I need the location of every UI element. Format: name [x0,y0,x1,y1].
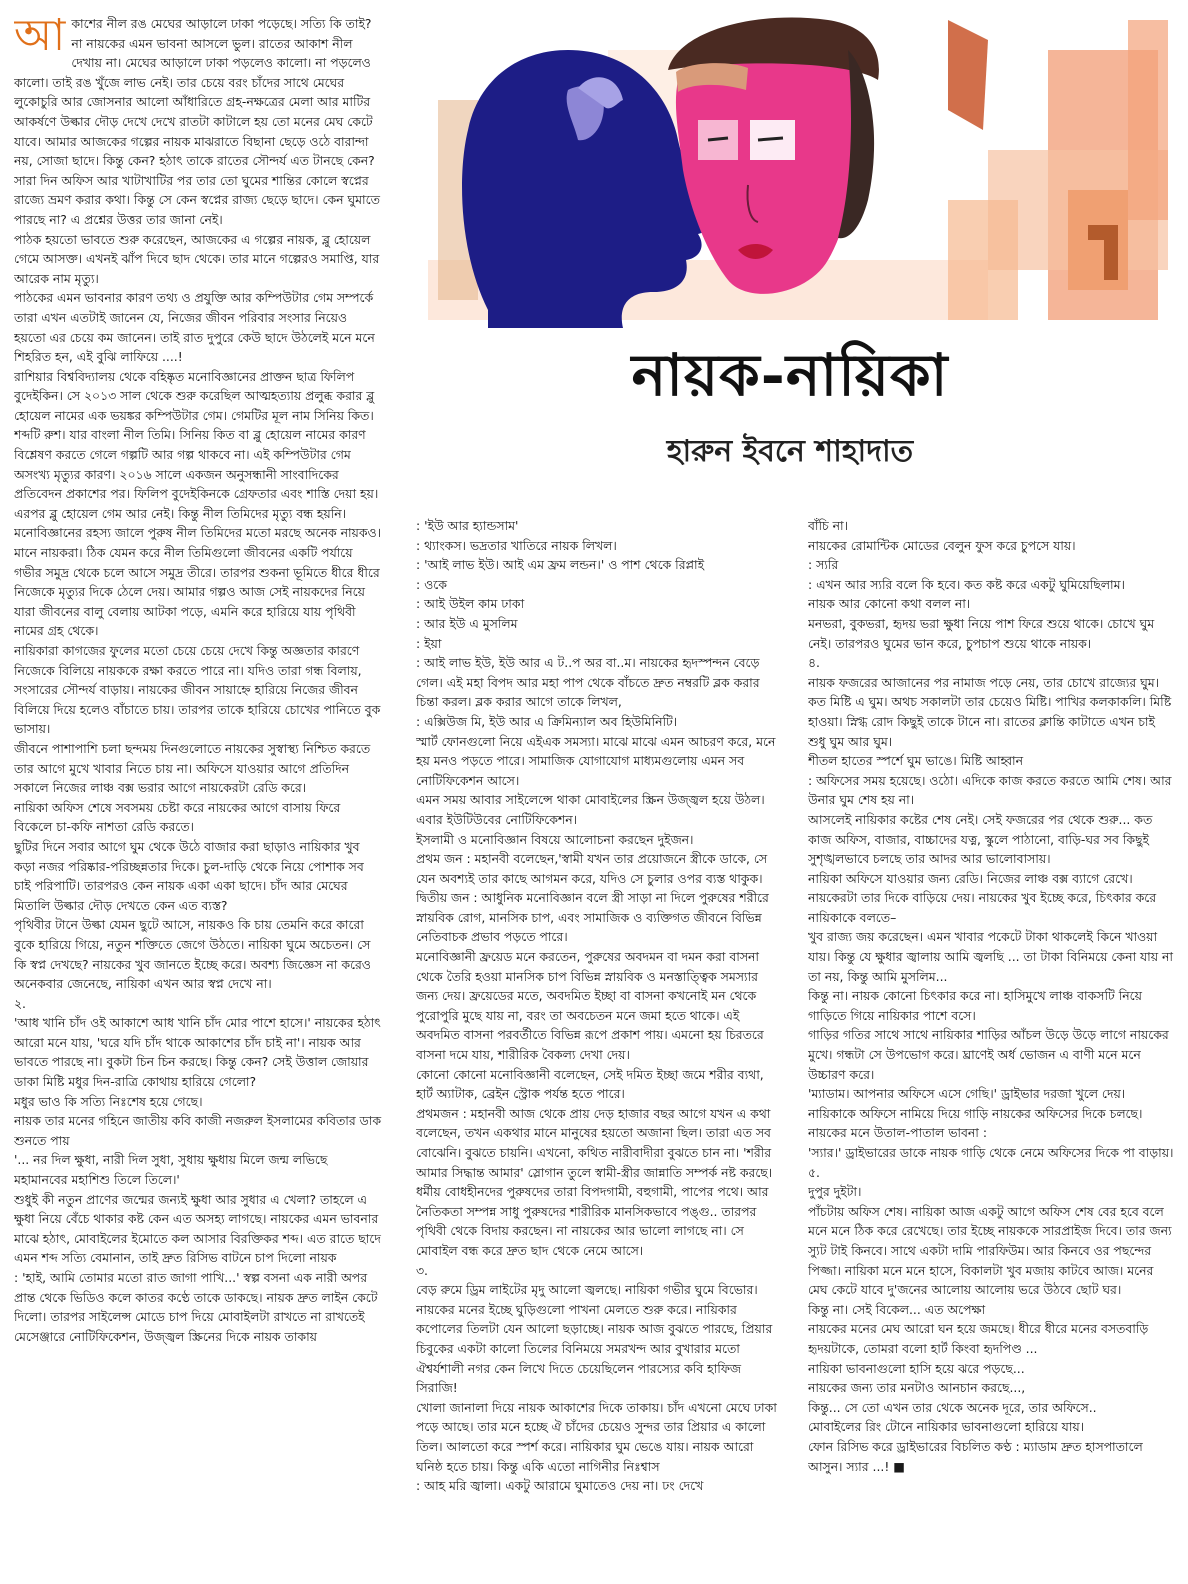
dialogue-line: : অফিসের সময় হয়েছে। ওঠো। এদিকে কাজ করতে করতে আমি শেষ। আর উনার ঘুম শেষ হয় না। [808,772,1172,808]
paragraph: কিন্তু না। সেই বিকেল... এত অপেক্ষা [808,1301,986,1317]
paragraph: রাশিয়ার বিশ্ববিদ্যালয় থেকে বহিষ্কৃত মনোবিজ্ঞানের প্রাক্তন ছাত্র ফিলিপ বুদেইকিন। সে ২০১৩ সাল থেকে শুরু করেছিল আত্মহত্যায় প্রলুব্ধ করার ব্লু হোয়েল নামের এক ভয়ঙ্কর কম্পিউটার গেম। গেমটির মূল নাম সিনিয় কিত। শব্দটি রুশ। যার বাংলা নীল তিমি। সিনিয় কিত বা ব্লু হোয়েল নামের কারণ বিশ্লেষণ করতে গেলে গল্পটি আর গল্প থাকবে না। এই কম্পিউটার গেম অসংখ্য মৃত্যুর কারণ। ২০১৬ সালে একজন অনুসন্ধানী সাংবাদিকের প্রতিবেদন প্রকাশের পর। ফিলিপ বুদেইকিনকে গ্রেফতার এবং শাস্তি দেয়া হয়। এরপর ব্লু হোয়েল গেম আর নেই। কিন্তু নীল তিমিদের মৃত্যু বন্ধ হয়নি। [14,368,379,521]
paragraph: শীতল হাতের স্পর্শে ঘুম ভাঙে। মিষ্টি আহ্বান [808,753,1024,769]
paragraph: 'ম্যাডাম। আপনার অফিসে এসে গেছি।' ড্রাইভার দরজা খুলে দেয়। [808,1086,1126,1102]
dialogue-line: : স্যরি [808,557,839,573]
woman-face [668,17,879,293]
paragraph: খুব রাজ্য জয় করেছেন। এমন খাবার পকেটে টাকা থাকলেই কিনে খাওয়া যায়। কিন্তু যে ক্ষুধার জ্বালায় আমি জ্বলছি ... তা টাকা বিনিময়ে কেনা যায় না তা নয়, কিন্তু আমি মুসলিম... [808,929,1173,984]
dialogue-line: : 'ইউ আর হ্যান্ডসাম' [416,518,519,533]
paragraph: দুপুর দুইটা। [808,1184,862,1200]
dialogue-line: : ওকে [416,576,447,592]
article-title: নায়ক-নায়িকা [631,341,949,409]
paragraph: নায়ক আর কোনো কথা বলল না। [808,596,971,612]
dialogue-line: : ইয়া [416,635,442,651]
paragraph: প্রথম জন : মহানবী বলেছেন,'স্বামী যখন তার প্রয়োজনে স্ত্রীকে ডাকে, সে যেন অবশ্যই তার কাছে আগমন করে, যদিও সে চুলার ওপর ব্যস্ত থাকুক। [416,851,768,886]
dialogue-line: : আহ মরি জ্বালা। একটু আরামে ঘুমাতেও দেয় না। ঢং দেখে [416,1478,704,1494]
drop-cap: আ [14,14,66,61]
paragraph: পাঠকের এমন ভাবনার কারণ তথ্য ও প্রযুক্তি আর কম্পিউটার গেম সম্পর্কে তারা এখন এতটাই জানেন যে, নিজের জীবন পরিবার সংসার নিয়েও হয়তো এর চেয়ে কম জানেন। তাই রাত দুপুরে কেউ ছাদে উঠলেই মনে মনে শিহরিত হন, এই বুঝি লাফিয়ে ....! [14,290,375,365]
paragraph: গাড়ির গতির সাথে সাথে নায়িকার শাড়ির আঁচল উড়ে উড়ে লাগে নায়কের মুখে। গন্ধটা সে উপভোগ করে। ঘ্রাণেই অর্ধ ভোজন এ বাণী মনে মনে উচ্চারণ করে। [808,1027,1169,1082]
paragraph: ইসলামী ও মনোবিজ্ঞান বিষয়ে আলোচনা করছেন দুইজন। [416,831,694,847]
story-illustration [428,10,1178,330]
paragraph: নায়কের রোমান্টিক মোডের বেলুন ফুস করে চুপসে যায়। [808,537,1076,553]
paragraph: ফোন রিসিভ করে ড্রাইভারের বিচলিত কণ্ঠ : ম্যাডাম দ্রুত হাসপাতালে আসুন। স্যার ...! ■ [808,1438,1143,1474]
dialogue-line: : এখন আর স্যরি বলে কি হবে। কত কষ্ট করে একটু ঘুমিয়েছিলাম। [808,576,1125,592]
section-number: ৪. [808,655,820,671]
paragraph: মনোবিজ্ঞানের রহস্য জালে পুরুষ নীল তিমিদের মতো মরছে অনেক নায়কও। মানে নায়করা। ঠিক যেমন করে নীল তিমিগুলো জীবনের একটি পর্যায়ে গভীর সমুদ্র থেকে চলে আসে সমুদ্র তীরে। তারপর শুকনা ভূমিতে ধীরে ধীরে নিজেকে মৃত্যুর দিকে ঠেলে দেয়। আমার গল্পও আজ সেই নায়কদের নিয়ে যারা জীবনের বালু বেলায় আটকা পড়ে, এমনি করে হারিয়ে যায় পৃথিবী নামের গ্রহ থেকে। [14,525,382,639]
paragraph: 'স্যার।' ড্রাইভারের ডাকে নায়ক গাড়ি থেকে নেমে অফিসের দিকে পা বাড়ায়। [808,1145,1174,1160]
paragraph: নায়ক তার মনের গহিনে জাতীয় কবি কাজী নজরুল ইসলামের কবিতার ডাক শুনতে পায় [14,1113,382,1148]
dialogue-line: : আই উইল কাম ঢাকা [416,596,525,612]
paragraph: নায়িকা অফিস শেষে সবসময় চেষ্টা করে নায়কের আগে বাসায় ফিরে বিকেলে চা-কফি নাশতা রেডি করতে। [14,799,341,835]
dialogue-line: : এক্সিউজ মি, ইউ আর এ ক্রিমিন্যাল অব হিউমিনিটি। [416,713,678,729]
paragraph: মনোবিজ্ঞানী ফ্রয়েড মনে করতেন, পুরুষের অবদমন বা দমন করা বাসনা থেকে তৈরি হওয়া মানসিক চাপ বিভিন্ন স্নায়বিক ও মনস্তাত্ত্বিক সমস্যার জন্য দেয়। ফ্রয়েডের মতে, অবদমিত ইচ্ছা বা বাসনা কখনোই মন থেকে পুরোপুরি মুছে যায় না, বরং তা অবচেতন মনে জমা হতে থাকে। এই অবদমিত বাসনা পরবর্তীতে বিভিন্ন রূপে প্রকাশ পায়। এমনো হয় চিরতরে বাসনা দমে যায়, শারীরিক বৈকল্য দেখা দেয়। [416,949,764,1063]
paragraph: নায়ক ফজরের আজানের পর নামাজ পড়ে নেয়, তার চোখে রাজ্যের ঘুম। কত মিষ্টি এ ঘুম। অথচ সকালটা তার চেয়েও মিষ্টি। পাখির কলকাকলি। মিষ্টি হাওয়া। স্নিগ্ধ রোদ কিছুই তাকে টানে না। রাতের ক্লান্তি কাটাতে এখন চাই শুধু ঘুম আর ঘুম। [808,674,1172,749]
paragraph: নায়িকাকে অফিসে নামিয়ে দিয়ে গাড়ি নায়কের অফিসের দিকে চলছে। নায়কের মনে উতাল-পাতাল ভাবনা : [808,1105,1143,1141]
paragraph: কাশের নীল রঙ মেঘের আড়ালে ঢাকা পড়েছে। সত্যি কি তাই? না নায়কের এমন ভাবনা আসলে ভুল। রাতের আকাশ নীল দেখায় না। মেঘের আড়ালে ঢাকা পড়লেও কালো। না পড়লেও কালো। তাই রঙ খুঁজে লাভ নেই। তার চেয়ে বরং চাঁদের সাথে মেঘের লুকোচুরি আর জোসনার আলো আঁধারিতে গ্রহ-নক্ষত্রের মেলা আর মাটির আকর্ষণে উল্কার দৌড় দেখে দেখে রাতটা কাটালে হয় তো মনের মেঘ কেটে যাবে। আমার আজকের গল্পের নায়ক মাঝরাতে বিছানা ছেড়ে ওঠে বারান্দা নয়, সোজা ছাদে। কিন্তু কেন? হঠাৎ তাকে রাতের সৌন্দর্য এত টানছে কেন? সারা দিন অফিস আর খাটাখাটির পর তার তো ঘুমের শান্তির কোলে স্বপ্নের রাজ্যে ভ্রমণ করার কথা। কিন্তু সে কেন স্বপ্নের রাজ্য ছেড়ে ছাদে। কেন ঘুমাতে পারছে না? এ প্রশ্নের উত্তর তার জানা নেই। [14,16,380,227]
paragraph: মোবাইলের রিং টোনে নায়িকার ভাবনাগুলো হারিয়ে যায়। [808,1419,1085,1435]
paragraph: 'আধ খানি চাঁদ ওই আকাশে আধ খানি চাঁদ মোর পাশে হাসে।' নায়কের হঠাৎ আরো মনে যায়, 'ঘরে যদি চাঁদ থাকে আকাশের চাঁদ চাই না'। নায়ক আর ভাবতে পারছে না। বুকটা চিন চিন করছে। কিন্তু কেন? সেই উত্তাল জোয়ার ডাকা মিষ্টি মধুর দিন-রাত্রি কোথায় হারিয়ে গেলো? [14,1015,381,1090]
text-column-2 [416,516,780,1576]
paragraph: পাঠক হয়তো ভাবতে শুরু করেছেন, আজকের এ গল্পের নায়ক, ব্লু হোয়েল গেমে আসক্ত। এখনই ঝাঁপ দিবে ছাদ থেকে। তার মানে গল্পেরও সমাপ্তি, যার আরেক নাম মৃত্যু। [14,231,380,286]
section-number: ২. [14,995,26,1011]
dialogue-line: : থ্যাংকস। ভদ্রতার খাতিরে নায়ক লিখল। [416,537,617,553]
paragraph: কিন্তু না। নায়ক কোনো চিৎকার করে না। হাসিমুখে লাঞ্চ বাকসটি নিয়ে গাড়িতে গিয়ে নায়িকার পাশে বসে। [808,988,1142,1023]
text-column-3 [808,516,1174,1576]
paragraph: বেড় রুমে ড্রিম লাইটের মৃদু আলো জ্বলছে। নায়িকা গভীর ঘুমে বিভোর। নায়কের মনের ইচ্ছে ঘুড়িগুলো পাখনা মেলতে শুরু করে। নায়িকার কপোলের তিলটা যেন আলো ছড়াচ্ছে। নায়ক আজ বুঝতে পারছে, প্রিয়ার চিবুকের একটা কালো তিলের বিনিময়ে সমরখন্দ আর বুখারার মতো ঐশ্বর্যশালী নগর কেন লিখে দিতে চেয়েছিলেন পারস্যের কবি হাফিজ সিরাজি! [416,1282,773,1396]
paragraph: দ্বিতীয় জন : আধুনিক মনোবিজ্ঞান বলে স্ত্রী সাড়া না দিলে পুরুষের শরীরে স্নায়বিক রোগ, মানসিক চাপ, এবং সামাজিক ও ব্যক্তিগত জীবনে বিভিন্ন নেতিবাচক প্রভাব পড়তে পারে। [416,890,769,945]
paragraph: কিন্তু... সে তো এখন তার থেকে অনেক দূরে, তার অফিসে.. [808,1399,1097,1415]
paragraph: নায়িকা ভাবনাগুলো হাসি হয়ে ঝরে পড়ছে... [808,1360,1025,1376]
text-column-1 [14,14,382,1576]
paragraph: শুধুই কী নতুন প্রাণের জন্মের জন্যই ক্ষুধা আর সুধার এ খেলা? তাহলে এ ক্ষুধা নিয়ে বেঁচে থাকার কষ্ট কেন এত অসহ্য লাগছে। নায়কের এমন ভাবনার মাঝে হঠাৎ, মোবাইলের ইমোতে কল আসার বিরক্তিকর শব্দ। এত রাতে ছাদে এমন শব্দ সত্যি বেমানান, তাই দ্রুত রিসিভ বাটনে চাপ দিলো নায়ক [14,1191,381,1266]
paragraph: জীবনে পাশাপাশি চলা ছন্দময় দিনগুলোতে নায়কের সুস্বাস্থ্য নিশ্চিত করতে তার আগে মুখে খাবার নিতে চায় না। অফিসে যাওয়ার আগে প্রতিদিন সকালে নিজের লাঞ্চ বক্স ভরার আগে নায়কেরটা রেডি করে। [14,740,371,796]
paragraph: এমন সময় আবার সাইলেন্সে থাকা মোবাইলের স্ক্রিন উজ্জ্বল হয়ে উঠল। এবার ইউটিউবের নোটিফিকেশন। [416,792,765,827]
paragraph: মধুর ভাও কি সত্যি নিঃশেষ হয়ে গেছে। [14,1093,203,1109]
section-number: ৫. [808,1164,820,1180]
paragraph: নায়কের জন্য তার মনটাও আনচান করছে..., [808,1380,1026,1396]
paragraph: খোলা জানালা দিয়ে নায়ক আকাশের দিকে তাকায়। চাঁদ এখনো মেঘে ঢাকা পড়ে আছে। তার মনে হচ্ছে ঐ চাঁদের চেয়েও সুন্দর তার প্রিয়ার এ কালো তিল। আলতো করে স্পর্শ করে। নায়িকার ঘুম ভেঙে যায়। নায়ক আরো ঘনিষ্ঠ হতে চায়। কিন্তু একি এতো নাগিনীর নিঃশ্বাস [416,1399,777,1474]
paragraph: মনভরা, বুকভরা, হৃদয় ভরা ক্ষুধা নিয়ে পাশ ফিরে শুয়ে থাকে। চোখে ঘুম নেই। তারপরও ঘুমের ভান করে, চুপচাপ শুয়ে থাকে নায়ক। [808,615,1155,651]
paragraph: : 'হাই, আমি তোমার মতো রাত জাগা পাখি...' স্বল্প বসনা এক নারী অপর প্রান্ত থেকে ভিডিও কলে কাতর কণ্ঠে তাকে ডাকছে। নায়ক দ্রুত লাইন কেটে দিলো। তারপর সাইলেন্স মোডে চাপ দিয়ে মোবাইলটা রাখতে না রাখতেই মেসেঞ্জারে নোটিফিকেশন, উজ্জ্বল স্ক্রিনের দিকে নায়ক তাকায় [14,1270,378,1344]
paragraph: কোনো কোনো মনোবিজ্ঞানী বলেছেন, সেই দমিত ইচ্ছা জমে শরীর ব্যথা, হার্ট অ্যাটাক, ব্রেইন স্ট্রোক পর্যন্ত হতে পারে। [416,1066,764,1102]
dialogue-line: : আর ইউ এ মুসলিম [416,615,518,631]
section-number: ৩. [416,1262,428,1278]
paragraph: নায়িকা অফিসে যাওয়ার জন্য রেডি। নিজের লাঞ্চ বক্স ব্যাগে রেখে। নায়কেরটা তার দিকে বাড়িয়ে দেয়। নায়কের খুব ইচ্ছে করে, চিৎকার করে নায়িকাকে বলতে– [808,870,1157,925]
paragraph: : আই লাভ ইউ, ইউ আর এ ট..প অর বা..ম। নায়কের হৃদস্পন্দন বেড়ে গেল। এই মহা বিপদ আর মহা পাপ থেকে বাঁচতে দ্রুত নম্বরটি ব্লক করার চিন্তা করল। ব্লক করার আগে তাকে লিখল, [416,655,760,710]
paragraph: স্মার্ট ফোনগুলো নিয়ে এইএক সমস্যা। মাঝে মাঝে এমন আচরণ করে, মনে হয় মনও পড়তে পারে। সামাজিক যোগাযোগ মাধ্যমগুলোয় এমন সব নোটিফিকেশন আসে। [416,733,776,788]
article-author: হারুন ইবনে শাহাদাত [666,434,914,469]
dialogue-line: : 'আই লাভ ইউ। আই এম ফ্রম লন্ডন।' ও পাশ থেকে রিপ্লাই [416,557,705,573]
paragraph: প্রথমজন : মহানবী আজ থেকে প্রায় দেড় হাজার বছর আগে যখন এ কথা বলেছেন, তখন একথার মানে মানুষের হয়তো অজানা ছিল। তারা এত সব বোঝেনি। বুঝতে চায়নি। এখনো, কথিত নারীবাদীরা বুঝতে চান না। 'শরীর আমার সিদ্ধান্ত আমার' স্লোগান তুলে স্বামী-স্ত্রীর জান্নাতি সম্পর্ক নষ্ট করছে। ধর্মীয় বোধহীনদের পুরুষদের তারা বিপদগামী, বহুগামী, পাপের পথে। আর নৈতিকতা সম্পন্ন সাধু পুরুষদের শারীরিক মানসিকভাবে পঙ্গু.. তারপর পৃথিবী থেকে বিদায় করছেন। না নায়কের আর ভালো লাগছে না। সে মোবাইল বন্ধ করে দ্রুত ছাদ থেকে নেমে আসে। [416,1105,773,1258]
paragraph: নায়কের মনের মেঘ আরো ঘন হয়ে জমছে। ধীরে ধীরে মনের বসতবাড়ি হৃদয়টাকে, তোমরা বলো হার্ট কিংবা হৃদপিণ্ড ... [808,1321,1149,1356]
poem-quote: '... নর দিল ক্ষুধা, নারী দিল সুধা, সুধায় ক্ষুধায় মিলে জন্ম লভিছে মহামানবের মহাশিশু তিলে তিলে।' [14,1152,328,1188]
paragraph: পাঁচটায় অফিস শেষ। নায়িকা আজ একটু আগে অফিস শেষ বের হবে বলে মনে মনে ঠিক করে রেখেছে। তার ইচ্ছে নায়ককে সারপ্রাইজ দিবে। তার জন্য স্যুট টাই কিনবে। সাথে একটা দামি পারফিউম। আর কিনবে ওর পছন্দের পিজ্জা। নায়িকা মনে মনে হাসে, বিকালটা খুব মজায় কাটবে আজ। মনের মেঘ কেটে যাবে দু'জনের আলোয় আলোয় ভরে উঠবে ছোট ঘর। [808,1203,1172,1298]
paragraph: নায়িকারা কাগজের ফুলের মতো চেয়ে চেয়ে দেখে কিন্তু অজ্ঞতার কারণে নিজেকে বিলিয়ে নায়ককে রক্ষা করতে পারে না। যদিও তারা গন্ধ বিলায়, সংসারের সৌন্দর্য বাড়ায়। নায়কের জীবন সায়াহ্নে হারিয়ে নিজের জীবন বিলিয়ে দিয়ে হলেও বাঁচাতে চায়। তারপর তাকে হারিয়ে চোখের পানিতে বুক ভাসায়। [14,643,381,737]
paragraph: বাঁচি না। [808,518,849,533]
paragraph: ছুটির দিনে সবার আগে ঘুম থেকে উঠে বাজার করা ছাড়াও নায়িকার খুব কড়া নজর পরিষ্কার-পরিচ্ছন্নতার দিকে। চুল-দাড়ি থেকে নিয়ে পোশাক সব চাই পরিপাটি। তারপরও কেন নায়ক একা একা ছাদে। চাঁদ আর মেঘের মিতালি উল্কার দৌড় দেখতে কেন এত ব্যস্ত? [14,838,364,913]
paragraph: আসলেই নায়িকার কষ্টের শেষ নেই। সেই ফজরের পর থেকে শুরু... কত কাজ অফিস, বাজার, বাচ্চাদের যত্ন, স্কুলে পাঠানো, বাড়ি-ঘর সব কিছুই সুশৃঙ্খলভাবে চলছে তার আদর আর ভালোবাসায়। [808,811,1153,867]
paragraph: পৃথিবীর টানে উল্কা যেমন ছুটে আসে, নায়কও কি চায় তেমনি করে কারো বুকে হারিয়ে গিয়ে, নতুন শক্তিতে জেগে উঠতে। নায়িকা ঘুমে অচেতন। সে কি স্বপ্ন দেখছে? নায়কের খুব জানতে ইচ্ছে করে। অবশ্য জিজ্ঞেস না করেও অনেকবার জেনেছে, নায়িকা এখন আর স্বপ্ন দেখে না। [14,917,371,992]
